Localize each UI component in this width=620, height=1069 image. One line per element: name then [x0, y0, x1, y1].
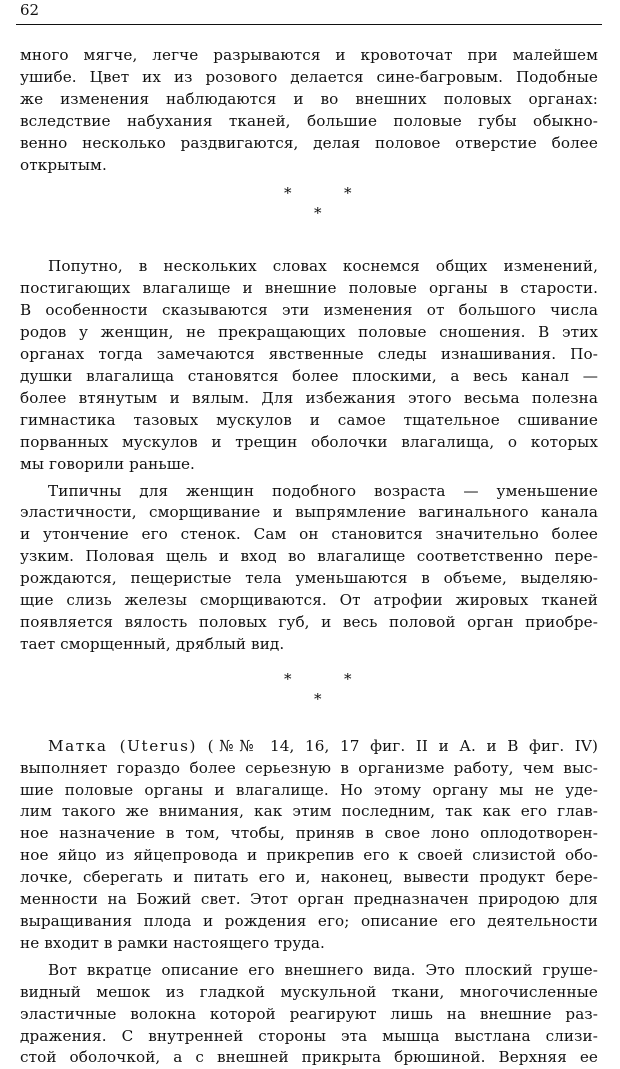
text-line: тает сморщенный, дряблый вид.: [20, 634, 285, 653]
page-header: [16, 0, 602, 25]
text-line: ушибе. Цвет их из розового делается сине-багровым. Подобные: [20, 67, 598, 86]
text-line: душки влагалища становятся более плоскими, а весь канал —: [20, 366, 598, 385]
text-line: узким. Половая щель и вход во влагалище соответственно пере-: [20, 547, 598, 566]
text-line: В особенности сказываются эти изменения от большого числа: [20, 301, 598, 320]
separator-star: *: [344, 669, 352, 688]
text-line: не входит в рамки настоящего труда.: [20, 933, 325, 952]
text-line: органах тогда замечаются явственные следы изнашивания. По-: [20, 345, 598, 364]
text-line: дражения. С внутренней стороны эта мышца выстлана слизи-: [20, 1026, 598, 1045]
text-line: шие половые органы и влагалище. Но этому органу мы не уде-: [20, 780, 598, 799]
separator-star: *: [314, 204, 322, 223]
paragraph-5: [20, 960, 598, 1069]
paragraph-4: [20, 736, 598, 955]
text-line: открытым.: [20, 155, 107, 174]
text-line: родов у женщин, не прекращающих половые сношения. В этих: [20, 323, 598, 342]
paragraph-1: [20, 45, 598, 176]
text-line: ное яйцо из яйцепровода и прикрепив его к своей слизистой обо-: [20, 846, 598, 865]
text-line: Попутно, в нескольких словах коснемся общих изменений,: [48, 257, 598, 276]
figure-reference: (№№ 14, 16, 17 фиг. II и А. и В фиг. IV): [207, 736, 599, 755]
text-line: выращивания плода и рождения его; описание его деятельности: [20, 912, 598, 930]
text-line: выполняет гораздо более серьезную в организме работу, чем выс-: [20, 758, 598, 777]
separator-star: *: [284, 669, 292, 688]
text-line: эластичности, сморщивание и выпрямление вагинального канала: [20, 503, 598, 522]
text-line: Типичны для женщин подобного возраста — уменьшение: [48, 481, 598, 500]
text-line: постигающих влагалище и внешние половые органы в старости.: [20, 279, 598, 298]
separator-star: *: [344, 184, 352, 203]
text-line: более втянутым и вялым. Для избежания этого весьма полезна: [20, 388, 598, 407]
text-line: же изменения наблюдаются и во внешних половых органах:: [20, 89, 598, 108]
section-separator: [20, 176, 598, 250]
text-line: эластичные волокна которой реагируют лишь на внешние раз-: [20, 1004, 598, 1023]
section-separator: [20, 656, 598, 730]
separator-star: *: [314, 689, 322, 708]
text-line: лим такого же внимания, как этим последним, так как его глав-: [20, 802, 598, 821]
text-line: стой оболочкой, а с внешней прикрыта брюшиной. Верхняя ее: [20, 1048, 598, 1067]
text-line: ное назначение в том, чтобы, приняв в свое лоно оплодотворен-: [20, 824, 598, 843]
text-line: вследствие набухания тканей, большие половые губы обыкно-: [20, 111, 598, 130]
text-line: много мягче, легче разрываются и кровоточат при малейшем: [20, 46, 598, 64]
text-line: мы говорили раньше.: [20, 454, 195, 473]
page-number: 62: [20, 1, 40, 19]
section-heading: Матка (Uterus): [48, 736, 197, 755]
text-line: видный мешок из гладкой мускульной ткани, многочисленные: [20, 982, 598, 1001]
text-line: порванных мускулов и трещин оболочки влагалища, о которых: [20, 432, 598, 451]
text-line: и утончение его стенок. Сам он становится значительно более: [20, 525, 598, 544]
separator-star: *: [284, 184, 292, 203]
text-line: лочке, сберегать и питать его и, наконец, вывести продукт бере-: [20, 868, 598, 887]
text-line: появляется вялость половых губ, и весь половой орган приобре-: [20, 612, 598, 631]
text-line: [20, 736, 598, 758]
text-line: щие слизь железы сморщиваются. От атрофии жировых тканей: [20, 591, 598, 610]
text-line: Вот вкратце описание его внешнего вида. Это плоский груше-: [48, 960, 598, 979]
text-line: гимнастика тазовых мускулов и самое тщательное сшивание: [20, 410, 598, 429]
text-line: венно несколько раздвигаются, делая половое отверстие более: [20, 133, 598, 152]
paragraph-2: [20, 256, 598, 475]
text-line: рождаются, пещеристые тела уменьшаются в объеме, выделяю-: [20, 569, 598, 588]
text-line: менности на Божий свет. Этот орган предназначен природою для: [20, 890, 598, 909]
paragraph-3: [20, 481, 598, 656]
